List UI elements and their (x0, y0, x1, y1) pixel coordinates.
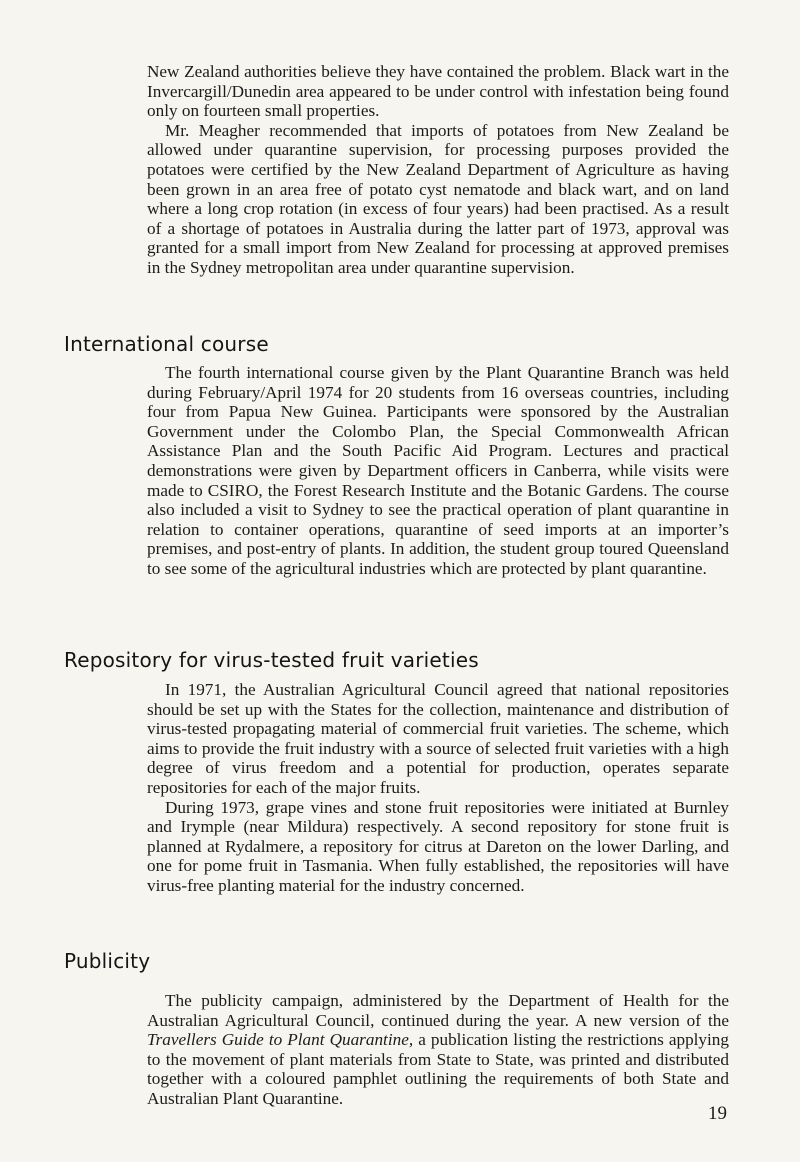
page-number: 19 (708, 1103, 727, 1124)
international-paragraph-1: The fourth international course given by the Plant Quarantine Branch was held during February/April 1974 for 20 students from 16 overseas countries, including four from Papua New Guinea. Participants were sponsored by the Australian Government under the Colombo Plan, the Special Commonwealth African Assistance Plan and the South Pacific Aid Program. Lectures and practical demonstrations were given by Department officers in Canberra, while visits were made to CSIRO, the Forest Research Institute and the Botanic Gardens. The course also included a visit to Sydney to see the practical operation of plant quarantine in relation to container operations, quarantine of seed imports at an importer’s premises, and post-entry of plants. In addition, the student group toured Queensland to see some of the agricultural industries which are protected by plant quarantine. (147, 363, 729, 578)
heading-publicity: Publicity (64, 949, 151, 973)
repository-paragraph-2: During 1973, grape vines and stone fruit repositories were initiated at Burnley and Irymple (near Mildura) respectively. A second repository for stone fruit is planned at Rydalmere, a repository for citrus at Dareton on the lower Darling, and one for pome fruit in Tasmania. When fully established, the repositories will have virus-free planting material for the industry concerned. (147, 797, 729, 895)
publicity-section (147, 991, 729, 1109)
publicity-text-after: a publication listing the restrictions applying to the movement of plant materials from State to State, was printed and distributed together with a coloured pamphlet outlining the requirements of both State and Australian Plant Quarantine. (147, 1030, 729, 1108)
publication-title: Travellers Guide to Plant Quarantine, (147, 1030, 414, 1050)
international-section (147, 363, 729, 579)
repository-section (147, 680, 729, 896)
intro-paragraph-2: Mr. Meagher recommended that imports of potatoes from New Zealand be allowed under quarantine supervision, for processing purposes provided the potatoes were certified by the New Zealand Department of Agriculture as having been grown in an area free of potato cyst nematode and black wart, and on land where a long crop rotation (in excess of four years) had been practised. As a result of a shortage of potatoes in Australia during the latter part of 1973, approval was granted for a small import from New Zealand for processing at approved premises in the Sydney metropolitan area under quarantine supervision. (147, 120, 729, 277)
repository-paragraph-1: In 1971, the Australian Agricultural Council agreed that national repositories should be set up with the States for the collection, maintenance and distribution of virus-tested propagating material of commercial fruit varieties. The scheme, which aims to provide the fruit industry with a source of selected fruit varieties with a high degree of virus freedom and a potential for production, operates separate repositories for each of the major fruits. (147, 680, 729, 797)
publicity-paragraph-1 (147, 991, 729, 1109)
intro-section (147, 62, 729, 278)
heading-repository: Repository for virus-tested fruit varieties (64, 648, 479, 672)
publicity-text-before: The publicity campaign, administered by the Department of Health for the Australian Agricultural Council, continued during the year. A new version of the (147, 991, 729, 1030)
intro-paragraph-1: New Zealand authorities believe they have contained the problem. Black wart in the Invercargill/Dunedin area appeared to be under control with infestation being found only on fourteen small properties. (147, 62, 729, 121)
heading-international-course: International course (64, 332, 269, 356)
